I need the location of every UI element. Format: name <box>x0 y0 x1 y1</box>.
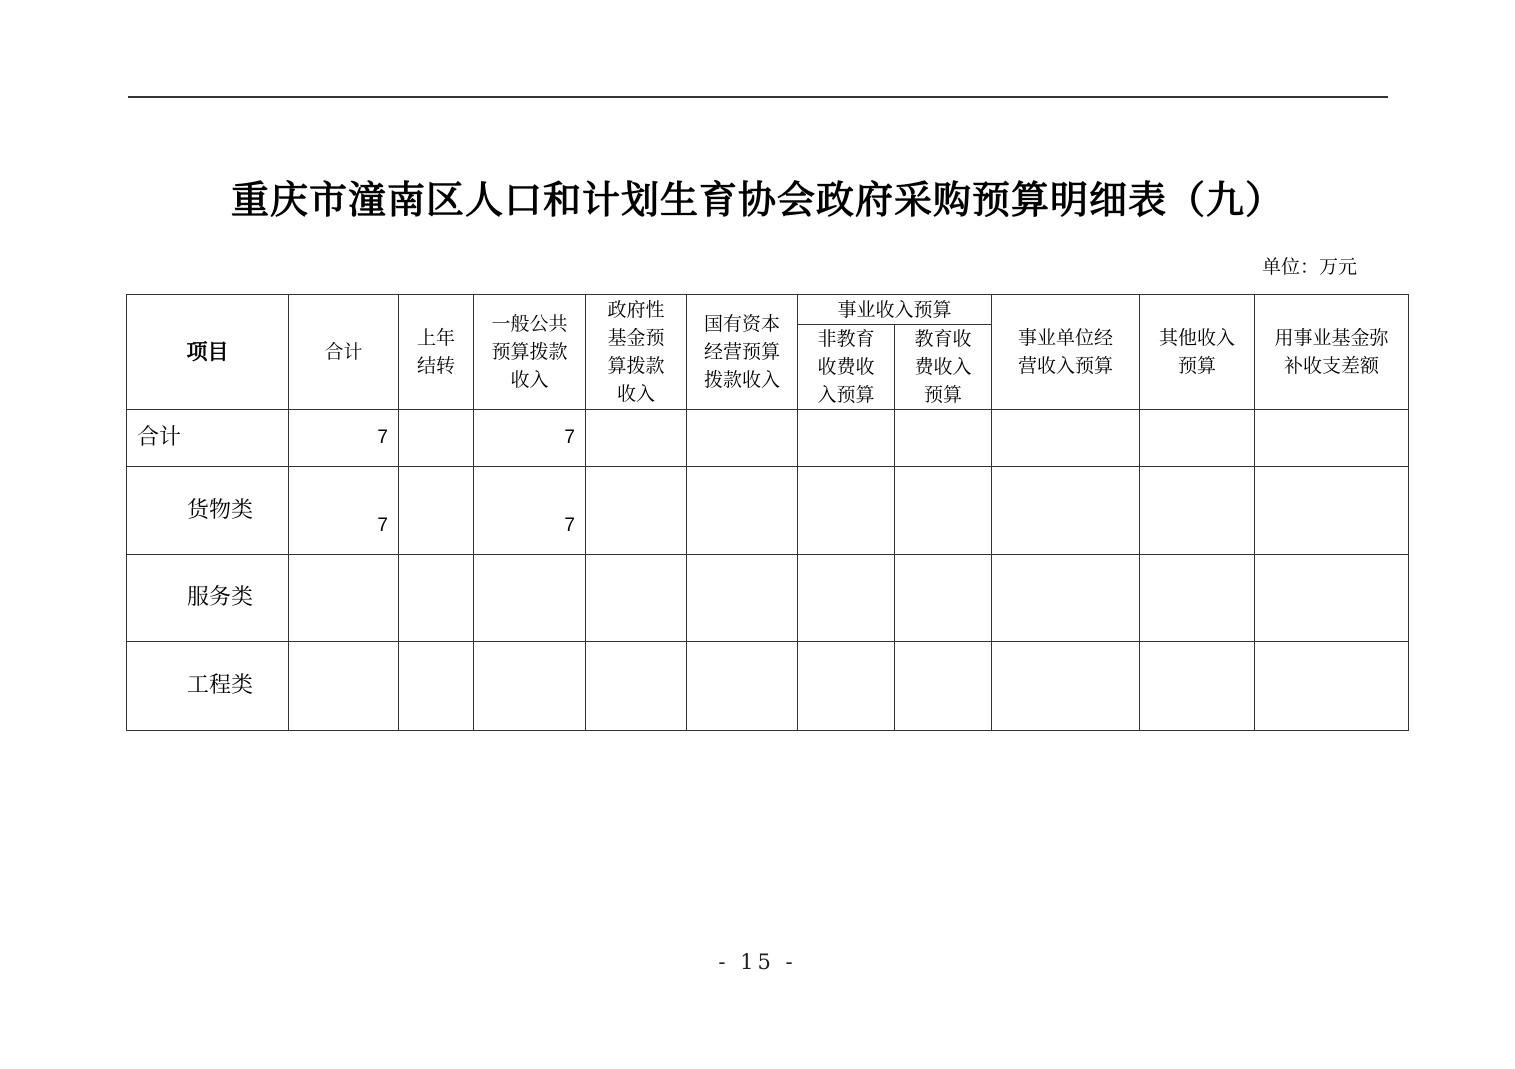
table-row <box>127 555 1409 642</box>
cell-state-capital <box>687 642 798 731</box>
cell-non-edu-fee <box>798 555 895 642</box>
page-title: 重庆市潼南区人口和计划生育协会政府采购预算明细表（九） <box>230 178 1284 222</box>
cell-business-income <box>992 642 1140 731</box>
cell-general-public <box>474 642 586 731</box>
cell-gov-fund <box>586 555 687 642</box>
unit-label: 单位：万元 <box>1262 256 1358 278</box>
cell-general-public: 7 <box>474 410 586 467</box>
cell-edu-fee <box>895 467 992 555</box>
cell-business-income <box>992 410 1140 467</box>
header-other-income: 其他收入 预算 <box>1140 295 1255 410</box>
row-label: 货物类 <box>127 467 289 555</box>
cell-total <box>289 642 399 731</box>
header-business-income: 事业单位经 营收入预算 <box>992 295 1140 410</box>
header-total: 合计 <box>289 295 399 410</box>
cell-edu-fee <box>895 642 992 731</box>
cell-last-year <box>399 642 474 731</box>
cell-state-capital <box>687 555 798 642</box>
cell-non-edu-fee <box>798 642 895 731</box>
row-label: 服务类 <box>127 555 289 642</box>
header-rule <box>128 96 1388 98</box>
table-row <box>127 467 1409 555</box>
row-label: 合计 <box>127 410 289 467</box>
page-number: - 15 - <box>718 950 797 974</box>
cell-fund-offset <box>1255 555 1409 642</box>
header-edu-fee: 教育收 费收入 预算 <box>895 325 992 410</box>
cell-gov-fund <box>586 642 687 731</box>
cell-fund-offset <box>1255 642 1409 731</box>
cell-gov-fund <box>586 467 687 555</box>
table-row <box>127 410 1409 467</box>
header-item: 项目 <box>127 295 289 410</box>
cell-last-year <box>399 410 474 467</box>
cell-total: 7 <box>289 410 399 467</box>
header-fund-offset: 用事业基金弥 补收支差额 <box>1255 295 1409 410</box>
cell-gov-fund <box>586 410 687 467</box>
cell-other-income <box>1140 642 1255 731</box>
cell-state-capital <box>687 467 798 555</box>
cell-fund-offset <box>1255 410 1409 467</box>
cell-state-capital <box>687 410 798 467</box>
cell-non-edu-fee <box>798 467 895 555</box>
table-body <box>127 410 1409 731</box>
cell-business-income <box>992 467 1140 555</box>
cell-total <box>289 555 399 642</box>
table-row <box>127 642 1409 731</box>
cell-fund-offset <box>1255 467 1409 555</box>
header-gov-fund: 政府性 基金预 算拨款 收入 <box>586 295 687 410</box>
cell-edu-fee <box>895 410 992 467</box>
table-header <box>127 295 1409 410</box>
cell-general-public: 7 <box>474 467 586 555</box>
cell-other-income <box>1140 410 1255 467</box>
cell-last-year <box>399 467 474 555</box>
cell-other-income <box>1140 555 1255 642</box>
cell-general-public <box>474 555 586 642</box>
header-career-income-group: 事业收入预算 <box>798 295 992 325</box>
cell-non-edu-fee <box>798 410 895 467</box>
procurement-budget-table <box>126 294 1409 731</box>
cell-total: 7 <box>289 467 399 555</box>
cell-edu-fee <box>895 555 992 642</box>
row-label: 工程类 <box>127 642 289 731</box>
cell-last-year <box>399 555 474 642</box>
header-last-year: 上年 结转 <box>399 295 474 410</box>
header-non-edu-fee: 非教育 收费收 入预算 <box>798 325 895 410</box>
header-general-public: 一般公共 预算拨款 收入 <box>474 295 586 410</box>
header-state-capital: 国有资本 经营预算 拨款收入 <box>687 295 798 410</box>
cell-other-income <box>1140 467 1255 555</box>
cell-business-income <box>992 555 1140 642</box>
